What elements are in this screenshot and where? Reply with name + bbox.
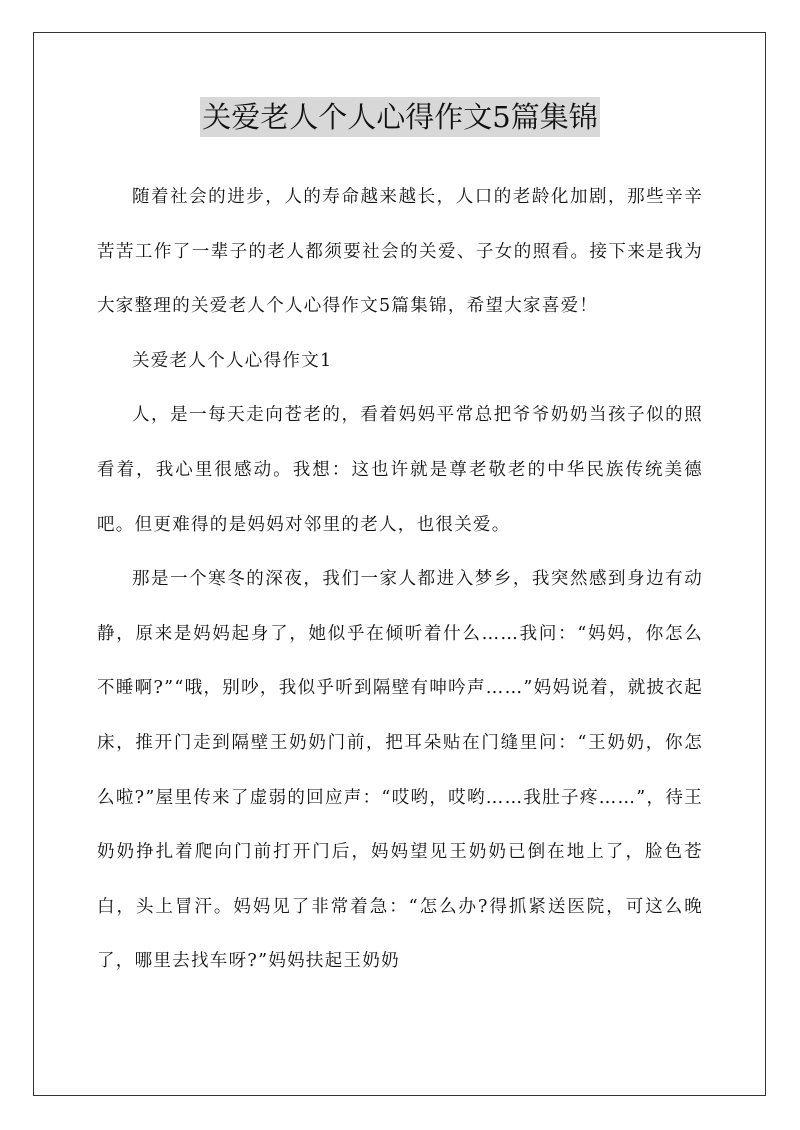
body-paragraph: 人，是一每天走向苍老的，看着妈妈平常总把爷爷奶奶当孩子似的照看着，我心里很感动。我想：这也许就是尊老敬老的中华民族传统美德吧。但更难得的是妈妈对邻里的老人，也很关爱。 bbox=[97, 405, 703, 535]
title-container bbox=[0, 97, 800, 137]
document-body bbox=[97, 170, 703, 989]
body-paragraph: 那是一个寒冬的深夜，我们一家人都进入梦乡，我突然感到身边有动静，原来是妈妈起身了，她似乎在倾听着什么……我问：“妈妈，你怎么不睡啊?”“哦，别吵，我似乎听到隔壁有呻吟声……”妈妈说着，就披衣起床，推开门走到隔壁王奶奶门前，把耳朵贴在门缝里问：“王奶奶，你怎么啦?”屋里传来了虚弱的回应声：“哎哟，哎哟……我肚子疼……”，待王奶奶挣扎着爬向门前打开门后，妈妈望见王奶奶已倒在地上了，脸色苍白，头上冒汗。妈妈见了非常着急：“怎么办?得抓紧送医院，可这么晚了，哪里去找车呀?”妈妈扶起王奶奶 bbox=[97, 569, 703, 972]
document-title: 关爱老人个人心得作文5篇集锦 bbox=[200, 97, 599, 137]
intro-paragraph: 随着社会的进步，人的寿命越来越长，人口的老龄化加剧，那些辛辛苦苦工作了一辈子的老人都须要社会的关爱、子女的照看。接下来是我为大家整理的关爱老人个人心得作文5篇集锦，希望大家喜爱！ bbox=[97, 187, 703, 317]
section-heading: 关爱老人个人心得作文1 bbox=[132, 350, 333, 371]
